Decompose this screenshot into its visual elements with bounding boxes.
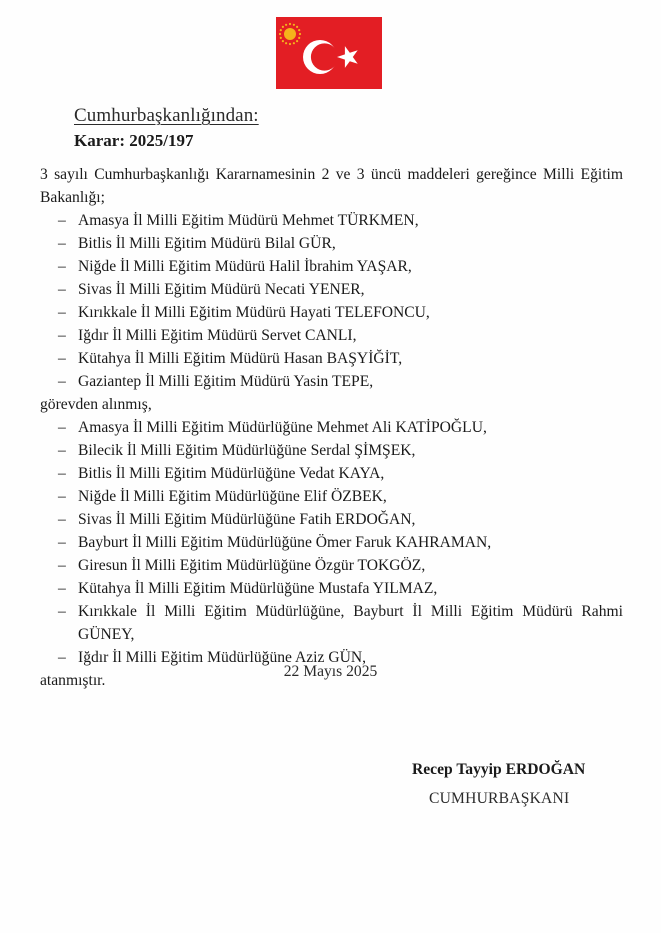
decision-body bbox=[40, 163, 623, 692]
list-item bbox=[40, 370, 623, 393]
list-item-text: Kırıkkale İl Milli Eğitim Müdürü Hayati TELEFONCU, bbox=[78, 304, 430, 321]
list-item bbox=[40, 531, 623, 554]
list-item-text: Bitlis İl Milli Eğitim Müdürü Bilal GÜR, bbox=[78, 235, 336, 252]
list-item-text: Kütahya İl Milli Eğitim Müdürü Hasan BAŞYİĞİT, bbox=[78, 350, 403, 367]
list-item-text: Bayburt İl Milli Eğitim Müdürlüğüne Ömer Faruk KAHRAMAN, bbox=[78, 534, 492, 551]
dash-bullet-icon: – bbox=[58, 212, 66, 229]
list-item bbox=[40, 301, 623, 324]
dash-bullet-icon: – bbox=[58, 258, 66, 275]
list-item-text: Amasya İl Milli Eğitim Müdürü Mehmet TÜRKMEN, bbox=[78, 212, 419, 229]
dash-bullet-icon: – bbox=[58, 511, 66, 528]
appointed-status: atanmıştır. bbox=[40, 672, 106, 689]
list-item bbox=[40, 278, 623, 301]
list-item-text: Iğdır İl Milli Eğitim Müdürlüğüne Aziz GÜN, bbox=[78, 649, 367, 666]
intro-line-2: Bakanlığı; bbox=[40, 189, 105, 206]
list-item bbox=[40, 232, 623, 255]
list-item bbox=[40, 324, 623, 347]
list-item bbox=[40, 577, 623, 600]
list-item bbox=[40, 462, 623, 485]
issuer-heading: Cumhurbaşkanlığından: bbox=[74, 105, 259, 126]
dash-bullet-icon: – bbox=[58, 534, 66, 551]
dash-bullet-icon: – bbox=[58, 281, 66, 298]
signer-title: CUMHURBAŞKANI bbox=[429, 790, 570, 807]
dash-bullet-icon: – bbox=[58, 442, 66, 459]
intro-line-1: 3 sayılı Cumhurbaşkanlığı Kararnamesinin 2 ve 3 üncü maddeleri gereğince Milli Eğitim bbox=[40, 166, 623, 183]
dash-bullet-icon: – bbox=[58, 235, 66, 252]
list-item bbox=[40, 209, 623, 232]
list-item-text: Gaziantep İl Milli Eğitim Müdürü Yasin TEPE, bbox=[78, 373, 374, 390]
dash-bullet-icon: – bbox=[58, 649, 66, 666]
list-item-text: Niğde İl Milli Eğitim Müdürü Halil İbrahim YAŞAR, bbox=[78, 258, 412, 275]
appointed-list bbox=[40, 416, 623, 669]
decision-number: Karar: 2025/197 bbox=[74, 131, 194, 150]
list-item-text: Niğde İl Milli Eğitim Müdürlüğüne Elif ÖZBEK, bbox=[78, 488, 387, 505]
dash-bullet-icon: – bbox=[58, 419, 66, 436]
list-item bbox=[40, 255, 623, 278]
list-item-text: Bilecik İl Milli Eğitim Müdürlüğüne Serdal ŞİMŞEK, bbox=[78, 442, 416, 459]
dash-bullet-icon: – bbox=[58, 488, 66, 505]
flag-emblem-icon bbox=[276, 17, 382, 89]
dismissed-list bbox=[40, 209, 623, 393]
dash-bullet-icon: – bbox=[58, 557, 66, 574]
list-item-text: Sivas İl Milli Eğitim Müdürlüğüne Fatih ERDOĞAN, bbox=[78, 511, 416, 528]
intro-paragraph bbox=[40, 163, 623, 209]
list-item-text: Giresun İl Milli Eğitim Müdürlüğüne Özgür TOKGÖZ, bbox=[78, 557, 426, 574]
list-item-text: Kırıkkale İl Milli Eğitim Müdürlüğüne, Bayburt İl Milli Eğitim Müdürü Rahmi GÜNEY, bbox=[78, 603, 623, 643]
dismissed-status: görevden alınmış, bbox=[40, 396, 152, 413]
list-item-text: Sivas İl Milli Eğitim Müdürü Necati YENER, bbox=[78, 281, 365, 298]
dash-bullet-icon: – bbox=[58, 465, 66, 482]
list-item bbox=[40, 508, 623, 531]
list-item bbox=[40, 554, 623, 577]
decision-date: 22 Mayıs 2025 bbox=[283, 663, 378, 680]
dash-bullet-icon: – bbox=[58, 327, 66, 344]
dash-bullet-icon: – bbox=[58, 304, 66, 321]
list-item bbox=[40, 600, 623, 646]
presidential-flag-icon bbox=[276, 17, 382, 89]
list-item bbox=[40, 347, 623, 370]
list-item-text: Kütahya İl Milli Eğitim Müdürlüğüne Mustafa YILMAZ, bbox=[78, 580, 438, 597]
signer-name: Recep Tayyip ERDOĞAN bbox=[412, 761, 586, 778]
dash-bullet-icon: – bbox=[58, 373, 66, 390]
dash-bullet-icon: – bbox=[58, 350, 66, 367]
list-item bbox=[40, 439, 623, 462]
dash-bullet-icon: – bbox=[58, 603, 66, 620]
list-item bbox=[40, 416, 623, 439]
list-item-text: Bitlis İl Milli Eğitim Müdürlüğüne Vedat KAYA, bbox=[78, 465, 385, 482]
dash-bullet-icon: – bbox=[58, 580, 66, 597]
list-item-text: Amasya İl Milli Eğitim Müdürlüğüne Mehmet Ali KATİPOĞLU, bbox=[78, 419, 487, 436]
list-item bbox=[40, 485, 623, 508]
list-item-text: Iğdır İl Milli Eğitim Müdürü Servet CANLI, bbox=[78, 327, 357, 344]
